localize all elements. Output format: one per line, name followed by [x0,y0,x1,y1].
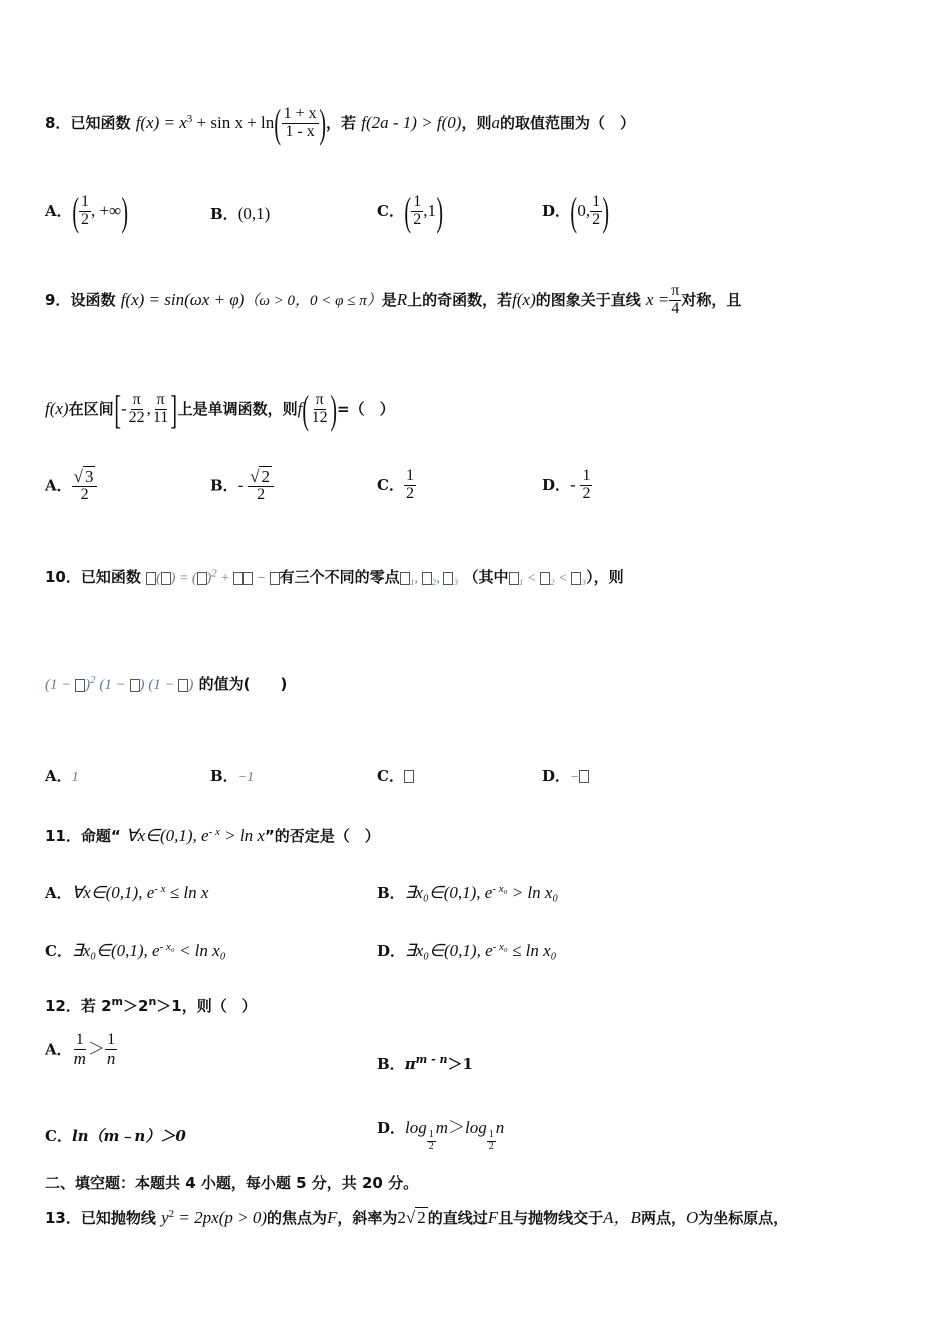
option-9b[interactable]: B．- $\frac{√ 2}{2}$ [210,468,274,504]
question-12: 12．若 $2^m>2^n>1$，则（ ） [45,995,257,1015]
question-11: 11．命题“ ∀x∈(0,1), $e^{- x} > \ln x$”的否定是（ ） [45,826,380,845]
option-10b[interactable]: B．−1 [210,767,255,785]
broken-glyph-icon [579,770,589,783]
option-12a[interactable]: A． $\frac{1}{m}$ ＞ $\frac{1}{n}$ [45,1031,116,1068]
option-8b[interactable]: B．(0,1) [210,204,271,223]
option-11b[interactable]: B．∃x₀∈(0,1), $e^{- x_0} > \ln x_0$ [377,883,559,902]
option-10c[interactable]: C． [377,765,414,786]
broken-glyph-icon [404,770,414,783]
question-8-number: 8． [45,114,71,132]
option-10a[interactable]: A．1 [45,767,79,785]
broken-formula-image: ( ) = ( )$^2$ + − [146,571,280,586]
question-11-number: 11． [45,827,81,845]
question-13-number: 13． [45,1209,81,1227]
option-11c[interactable]: C．∃x₀∈(0,1), $e^{- x_0} < \ln x_0$ [45,941,226,960]
section-heading-fill-in: 二、填空题：本题共 4 小题，每小题 5 分，共 20 分。 [45,1174,419,1192]
question-13: 13．已知抛物线 $y^2 = 2px(p > 0)$的焦点为F，斜率为2√ 2 的直线过F且与抛物线交于A，B两点，O为坐标原点， [45,1208,789,1227]
option-8d[interactable]: D．(0, $\frac{1}{2}$ ) [542,189,610,234]
option-10d[interactable]: D．− [542,765,589,786]
option-12b[interactable]: B．$\pi^{m - n}>1$ [377,1053,473,1073]
option-8a[interactable]: A．( $\frac{1}{2}$ , +∞) [45,189,129,234]
question-9-line2: f(x)在区间[- $\frac{\pi}{22}$ , $\frac{\pi}{11}$ ]上是单调函数，则f( $\frac{\pi}{12}$ )=（ ） [45,387,395,432]
question-10-line2: $(1 - )^2$ (1 − ) (1 − ) 的值为( ) [45,674,288,693]
option-9a[interactable]: A． $\frac{√ 3}{2}$ [45,468,97,504]
question-9-number: 9． [45,290,71,309]
option-11d[interactable]: D．∃x₀∈(0,1), $e^{- x_0} \le \ln x_0$ [377,941,557,960]
option-9d[interactable]: D．- $\frac{1}{2}$ [542,467,591,502]
question-10-number: 10． [45,568,81,586]
question-9: 9．设函数 f(x) = sin(ωx + φ)（ω > 0，0 < φ ≤ π）是R上的奇函数，若f(x)的图象关于直线 x = $\frac{\pi}{4}$ 对称，且 [45,282,742,317]
option-11a[interactable]: A．∀x∈(0,1), $e^{- x} \le \ln x$ [45,883,209,902]
option-12d[interactable]: D．log $\frac{1}{2}$ m＞log $\frac{1}{2}$ n [377,1118,505,1152]
option-8c[interactable]: C．( $\frac{1}{2}$ ,1) [377,189,444,234]
broken-formula-image: ₁, ₂, ₃ [400,571,459,586]
question-8: 8．已知函数 $f(x) = x^3 + \sin x + \ln$( $\frac{1 + x}{1 - x}$ )，若 f(2a - 1) > f(0)，则a的取值范围为（ ） [45,101,635,146]
option-12c[interactable]: C．ln（m﹣n）＞0 [45,1127,186,1145]
question-12-number: 12． [45,997,81,1015]
broken-formula-image: ₁ < ₂ < ₃ [509,571,587,586]
question-10: 10．已知函数 ( ) = ( )$^2$ + − 有三个不同的零点 ₁, ₂, ₃ （其中 ₁ < ₂ < ₃），则 [45,567,624,586]
option-9c[interactable]: C． $\frac{1}{2}$ [377,467,414,502]
broken-formula-image: $(1 - )^2$ (1 − ) (1 − ) [45,674,194,693]
